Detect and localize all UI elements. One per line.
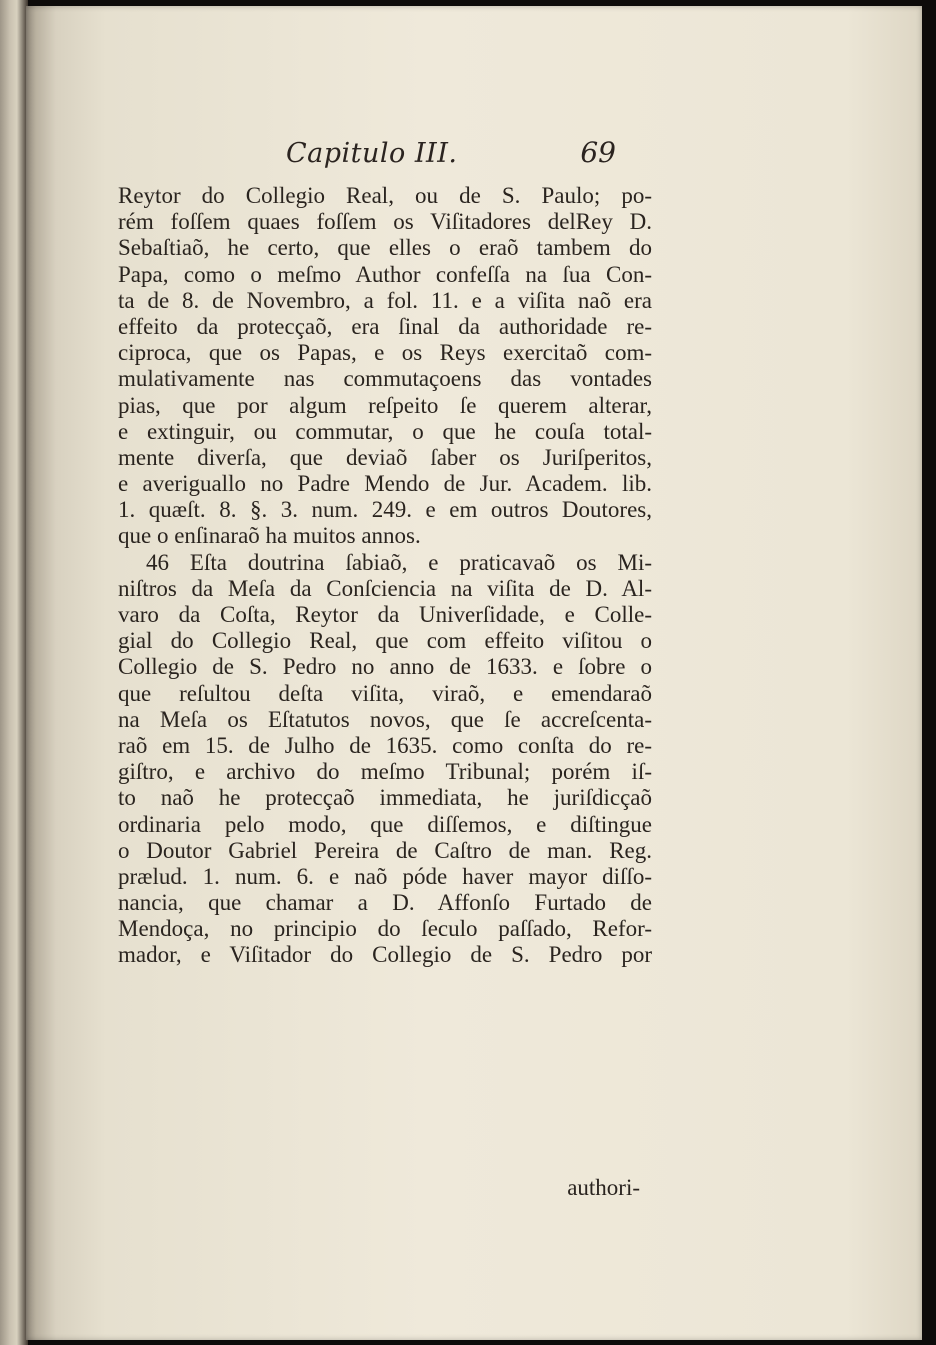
- catchword: authori-: [567, 1175, 640, 1200]
- page-number: 69: [580, 136, 616, 169]
- text-line: Reytor do Collegio Real, ou de S. Paulo; po-: [118, 183, 652, 208]
- text-line: raõ em 15. de Julho de 1635. como conſta do re-: [118, 732, 652, 758]
- text-line: to naõ he protecçaõ immediata, he juriſdicçaõ: [118, 785, 652, 811]
- text-line: e extinguir, ou commutar, o que he couſa total-: [118, 418, 652, 444]
- text-line: Papa, como o meſmo Author confeſſa na ſua Con-: [118, 261, 652, 287]
- text-line: effeito da protecçaõ, era ſinal da authoridade re-: [118, 313, 652, 339]
- text-line: que o enſinaraõ ha muitos annos.: [118, 523, 421, 549]
- running-header: [174, 134, 654, 180]
- body-text: [118, 183, 652, 1200]
- text-line: prælud. 1. num. 6. e naõ póde haver mayor diſſo-: [118, 863, 652, 889]
- text-line: nancia, que chamar a D. Affonſo Furtado de: [118, 890, 652, 916]
- page: [26, 6, 922, 1340]
- text-line: rém foſſem quaes foſſem os Viſitadores delRey D.: [118, 209, 652, 235]
- text-line: mulativamente nas commutaçoens das vontades: [118, 366, 652, 392]
- text-line: 1. quæſt. 8. §. 3. num. 249. e em outros Doutores,: [118, 497, 652, 523]
- paragraph-start-line: 46 Eſta doutrina ſabiaõ, e praticavaõ os Mi-: [146, 549, 652, 575]
- text-line: varo da Coſta, Reytor da Univerſidade, e Colle-: [118, 602, 652, 627]
- text-line: ta de 8. de Novembro, a fol. 11. e a viſita naõ era: [118, 287, 652, 313]
- text-line: mente diverſa, que deviaõ ſaber os Juriſperitos,: [118, 444, 652, 470]
- text-line: o Doutor Gabriel Pereira de Caſtro de man. Reg.: [118, 837, 652, 863]
- chapter-title: Capitulo III.: [286, 138, 458, 169]
- text-line: giſtro, e archivo do meſmo Tribunal; porém iſ-: [118, 759, 652, 785]
- text-line: Collegio de S. Pedro no anno de 1633. e ſobre o: [118, 654, 652, 680]
- text-line: Sebaſtiaõ, he certo, que elles o eraõ tambem do: [118, 235, 652, 261]
- text-line: e averiguallo no Padre Mendo de Jur. Academ. lib.: [118, 471, 652, 497]
- left-page-edge: [0, 0, 28, 1345]
- text-line: na Meſa os Eſtatutos novos, que ſe accreſcenta-: [118, 706, 652, 732]
- text-line: niſtros da Meſa da Conſciencia na viſita de D. Al-: [118, 575, 652, 601]
- text-line: gial do Collegio Real, que com effeito viſitou o: [118, 628, 652, 654]
- text-line: pias, que por algum reſpeito ſe querem alterar,: [118, 392, 652, 418]
- text-line: Mendoça, no principio do ſeculo paſſado, Refor-: [118, 916, 652, 942]
- text-line: que reſultou deſta viſita, viraõ, e emendaraõ: [118, 680, 652, 706]
- text-line: mador, e Viſitador do Collegio de S. Pedro por: [118, 942, 652, 968]
- text-line: ordinaria pelo modo, que diſſemos, e diſtingue: [118, 811, 652, 837]
- text-line: ciproca, que os Papas, e os Reys exercitaõ com-: [118, 340, 652, 366]
